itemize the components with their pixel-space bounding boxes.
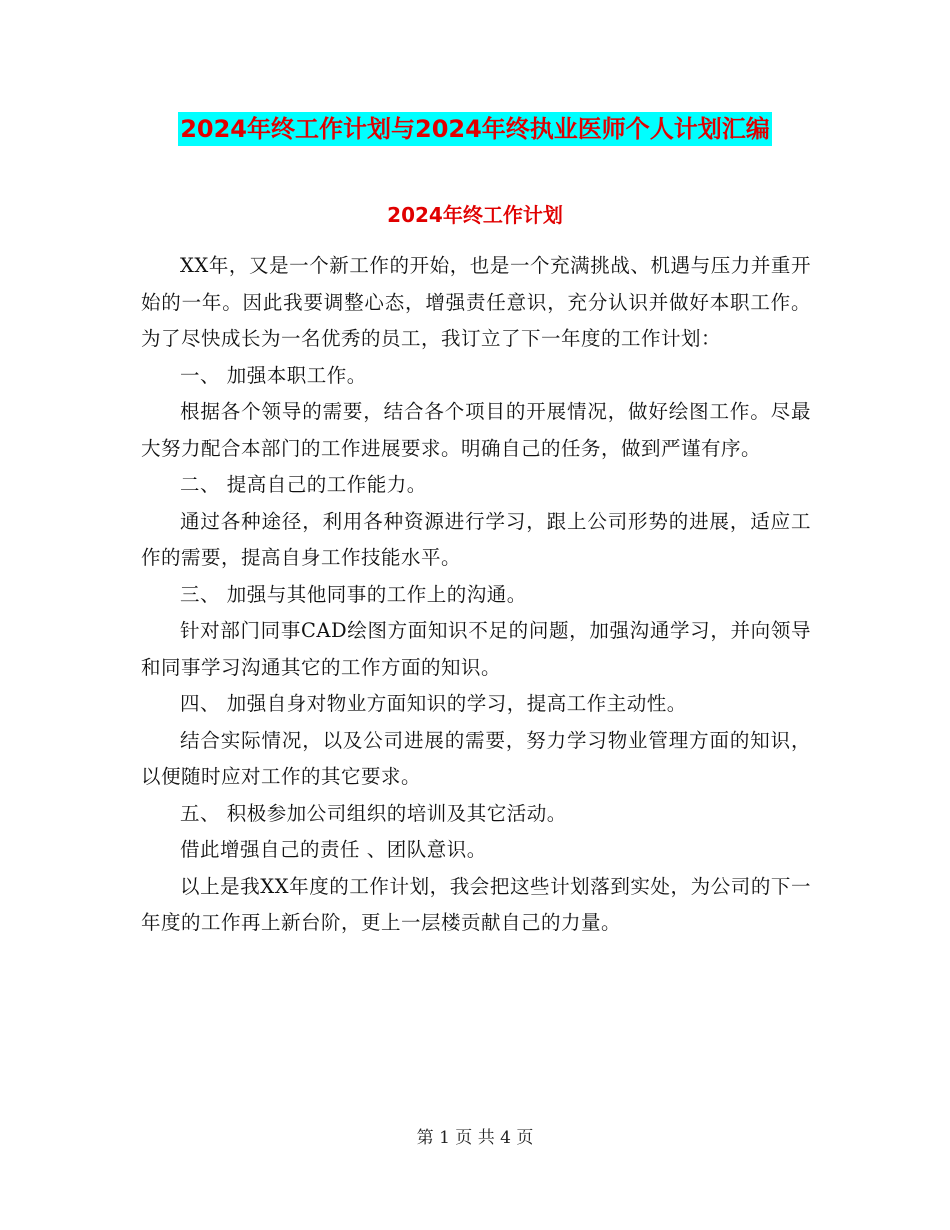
heading-item-3: 三、 加强与其他同事的工作上的沟通。 (180, 582, 527, 606)
section-title: 2024年终工作计划 (387, 203, 563, 227)
document-title-container (0, 112, 950, 146)
heading-item-5: 五、 积极参加公司组织的培训及其它活动。 (180, 801, 567, 825)
paragraph-item-5: 借此增强自己的责任 、团队意识。 (180, 838, 487, 861)
heading-item-4: 四、 加强自身对物业方面知识的学习，提高工作主动性。 (180, 692, 687, 715)
heading-item-1: 一、 加强本职工作。 (180, 363, 367, 387)
paragraph-item-1: 根据各个领导的需要，结合各个项目的开展情况，做好绘图工作。尽最大努力配合本部门的工作进展要求。明确自己的任务，做到严谨有序。 (141, 400, 811, 460)
paragraph-conclusion: 以上是我XX年度的工作计划，我会把这些计划落到实处，为公司的下一年度的工作再上新台阶，更上一层楼贡献自己的力量。 (141, 874, 811, 934)
heading-item-2: 二、 提高自己的工作能力。 (180, 473, 427, 496)
paragraph-item-3: 针对部门同事CAD绘图方面知识不足的问题，加强沟通学习，并向领导和同事学习沟通其它的工作方面的知识。 (141, 619, 811, 679)
paragraph-item-4: 结合实际情况，以及公司进展的需要，努力学习物业管理方面的知识，以便随时应对工作的其它要求。 (141, 728, 811, 788)
paragraph-intro: XX年，又是一个新工作的开始，也是一个充满挑战、机遇与压力并重开始的一年。因此我要调整心态，增强责任意识，充分认识并做好本职工作。为了尽快成长为一名优秀的员工，我订立了下一年度的工作计划： (141, 254, 811, 350)
page-footer: 第 1 页 共 4 页 (416, 1128, 534, 1148)
document-body (141, 248, 811, 942)
document-title: 2024年终工作计划与2024年终执业医师个人计划汇编 (178, 112, 772, 146)
paragraph-item-2: 通过各种途径，利用各种资源进行学习，跟上公司形势的进展，适应工作的需要，提高自身工作技能水平。 (141, 509, 811, 569)
